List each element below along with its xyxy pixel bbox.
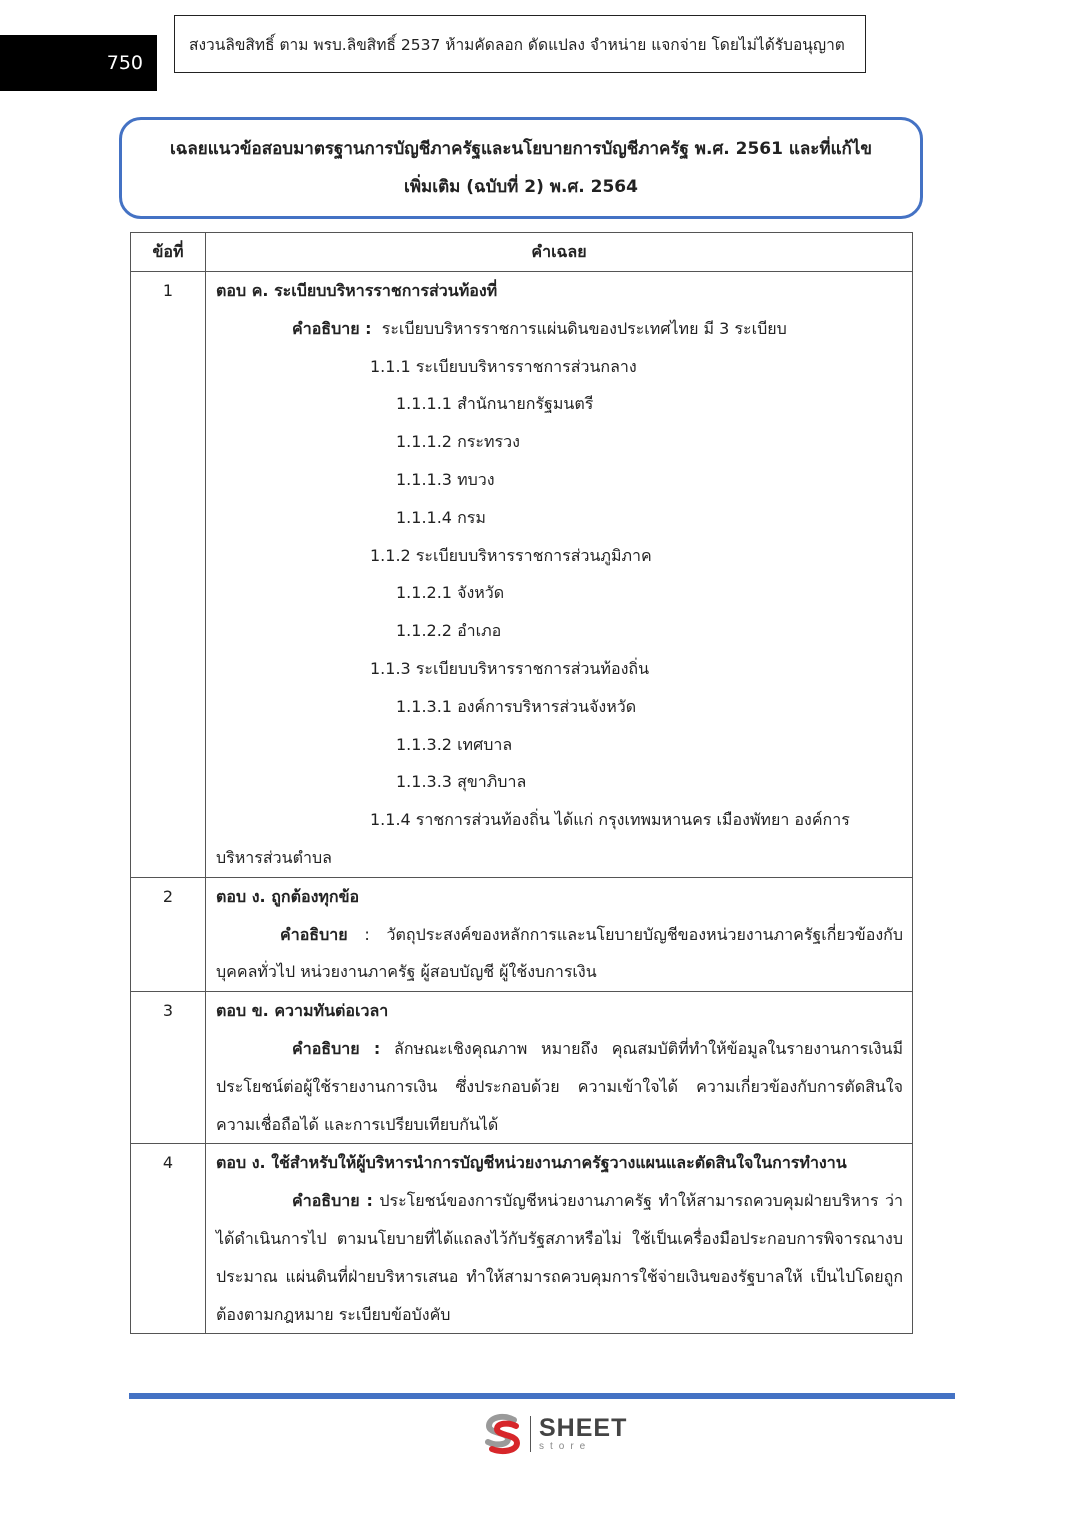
list-item: 1.1.3 ระเบียบบริหารราชการส่วนท้องถิ่น	[370, 658, 649, 678]
explanation-text: ระเบียบบริหารราชการแผ่นดินของประเทศไทย มี 3 ระเบียบ	[381, 318, 787, 338]
logo-main-text: SHEET	[539, 1414, 628, 1442]
explanation-label: คำอธิบาย :	[292, 1038, 381, 1058]
list-item: 1.1.3.3 สุขาภิบาล	[396, 772, 527, 792]
table-row	[131, 1144, 913, 1334]
logo-sub-text: store	[539, 1441, 592, 1452]
explanation	[216, 1030, 903, 1143]
list-item: 1.1.3.2 เทศบาล	[396, 734, 513, 754]
answer-choice: ตอบ ข. ความทันต่อเวลา	[216, 1001, 389, 1021]
list-item: 1.1.1 ระเบียบบริหารราชการส่วนกลาง	[370, 356, 637, 376]
answer-choice: ตอบ ง. ใช้สำหรับให้ผู้บริหารนำการบัญชีหน่วยงานภาครัฐวางแผนและตัดสินใจในการทำงาน	[216, 1153, 847, 1173]
list-item: 1.1.2.2 อำเภอ	[396, 621, 502, 641]
sheet-store-logo	[480, 1412, 627, 1456]
explanation	[216, 916, 903, 992]
logo-wordmark	[530, 1416, 627, 1452]
question-number: 4	[131, 1144, 206, 1334]
table-row	[131, 272, 913, 878]
page-number: 750	[0, 35, 157, 91]
explanation	[216, 1182, 903, 1333]
explanation-text: ลักษณะเชิงคุณภาพ หมายถึง คุณสมบัติที่ทำให้ข้อมูลในรายงานการเงินมีประโยชน์ต่อผู้ใช้รายงานการเงิน ซึ่งประกอบด้วย ความเข้าใจได้ ความเกี่ยวข้องกับการตัดสินใจ ความเชื่อถือได้ และการเปรียบเทียบกันได้	[216, 1038, 903, 1134]
document-title	[119, 117, 923, 219]
table-header-row	[131, 233, 913, 272]
table-row	[131, 877, 913, 991]
list-item: บริหารส่วนตำบล	[216, 847, 332, 867]
list-item: 1.1.4 ราชการส่วนท้องถิ่น ได้แก่ กรุงเทพมหานคร เมืองพัทยา องค์การ	[370, 810, 850, 830]
list-item: 1.1.2 ระเบียบบริหารราชการส่วนภูมิภาค	[370, 545, 652, 565]
title-line-2: เพิ่มเติม (ฉบับที่ 2) พ.ศ. 2564	[404, 177, 638, 197]
question-number: 2	[131, 877, 206, 991]
list-item: 1.1.1.2 กระทรวง	[396, 432, 520, 452]
list-item: 1.1.3.1 องค์การบริหารส่วนจังหวัด	[396, 696, 637, 716]
explanation	[216, 310, 903, 348]
explanation-label: คำอธิบาย :	[292, 1191, 373, 1211]
table-row	[131, 992, 913, 1144]
answer-cell	[206, 272, 913, 878]
list-item: 1.1.2.1 จังหวัด	[396, 583, 505, 603]
list-item: 1.1.1.1 สำนักนายกรัฐมนตรี	[396, 394, 594, 414]
answer-choice: ตอบ ง. ถูกต้องทุกข้อ	[216, 886, 360, 906]
footer-rule	[129, 1393, 955, 1399]
answer-cell	[206, 1144, 913, 1334]
explanation-label: คำอธิบาย	[280, 924, 348, 944]
explanation-label: คำอธิบาย :	[292, 318, 372, 338]
answer-cell	[206, 877, 913, 991]
question-number: 1	[131, 272, 206, 878]
answer-cell	[206, 992, 913, 1144]
explanation-text: ประโยชน์ของการบัญชีหน่วยงานภาครัฐ ทำให้สามารถควบคุมฝ่ายบริหาร ว่าได้ดำเนินการไป ตามนโยบายที่ได้แถลงไว้กับรัฐสภาหรือไม่ ใช้เป็นเครื่องมือประกอบการพิจารณางบประมาณ แผ่นดินที่ฝ่ายบริหารเสนอ ทำให้สามารถควบคุมการใช้จ่ายเงินของรัฐบาลให้ เป็นไปโดยถูกต้องตามกฎหมาย ระเบียบข้อบังคับ	[216, 1191, 904, 1324]
copyright-notice: สงวนลิขสิทธิ์ ตาม พรบ.ลิขสิทธิ์ 2537 ห้ามคัดลอก ดัดแปลง จำหน่าย แจกจ่าย โดยไม่ได้รับอนุญาต	[174, 15, 866, 73]
title-line-1: เฉลยแนวข้อสอบมาตรฐานการบัญชีภาครัฐและนโยบายการบัญชีภาครัฐ พ.ศ. 2561 และที่แก้ไข	[169, 139, 873, 159]
list-item: 1.1.1.4 กรม	[396, 507, 486, 527]
list-item: 1.1.1.3 ทบวง	[396, 469, 495, 489]
header-question-no: ข้อที่	[131, 233, 206, 272]
explanation-text: : วัตถุประสงค์ของหลักการและนโยบายบัญชีของหน่วยงานภาครัฐเกี่ยวข้องกับบุคคลทั่วไป หน่วยงานภาครัฐ ผู้สอบบัญชี ผู้ใช้งบการเงิน	[216, 924, 903, 982]
header-answer: คำเฉลย	[206, 233, 913, 272]
sheet-store-s-icon	[480, 1412, 524, 1456]
answer-choice: ตอบ ค. ระเบียบบริหารราชการส่วนท้องที่	[216, 281, 498, 300]
answer-table	[130, 232, 913, 1334]
question-number: 3	[131, 992, 206, 1144]
